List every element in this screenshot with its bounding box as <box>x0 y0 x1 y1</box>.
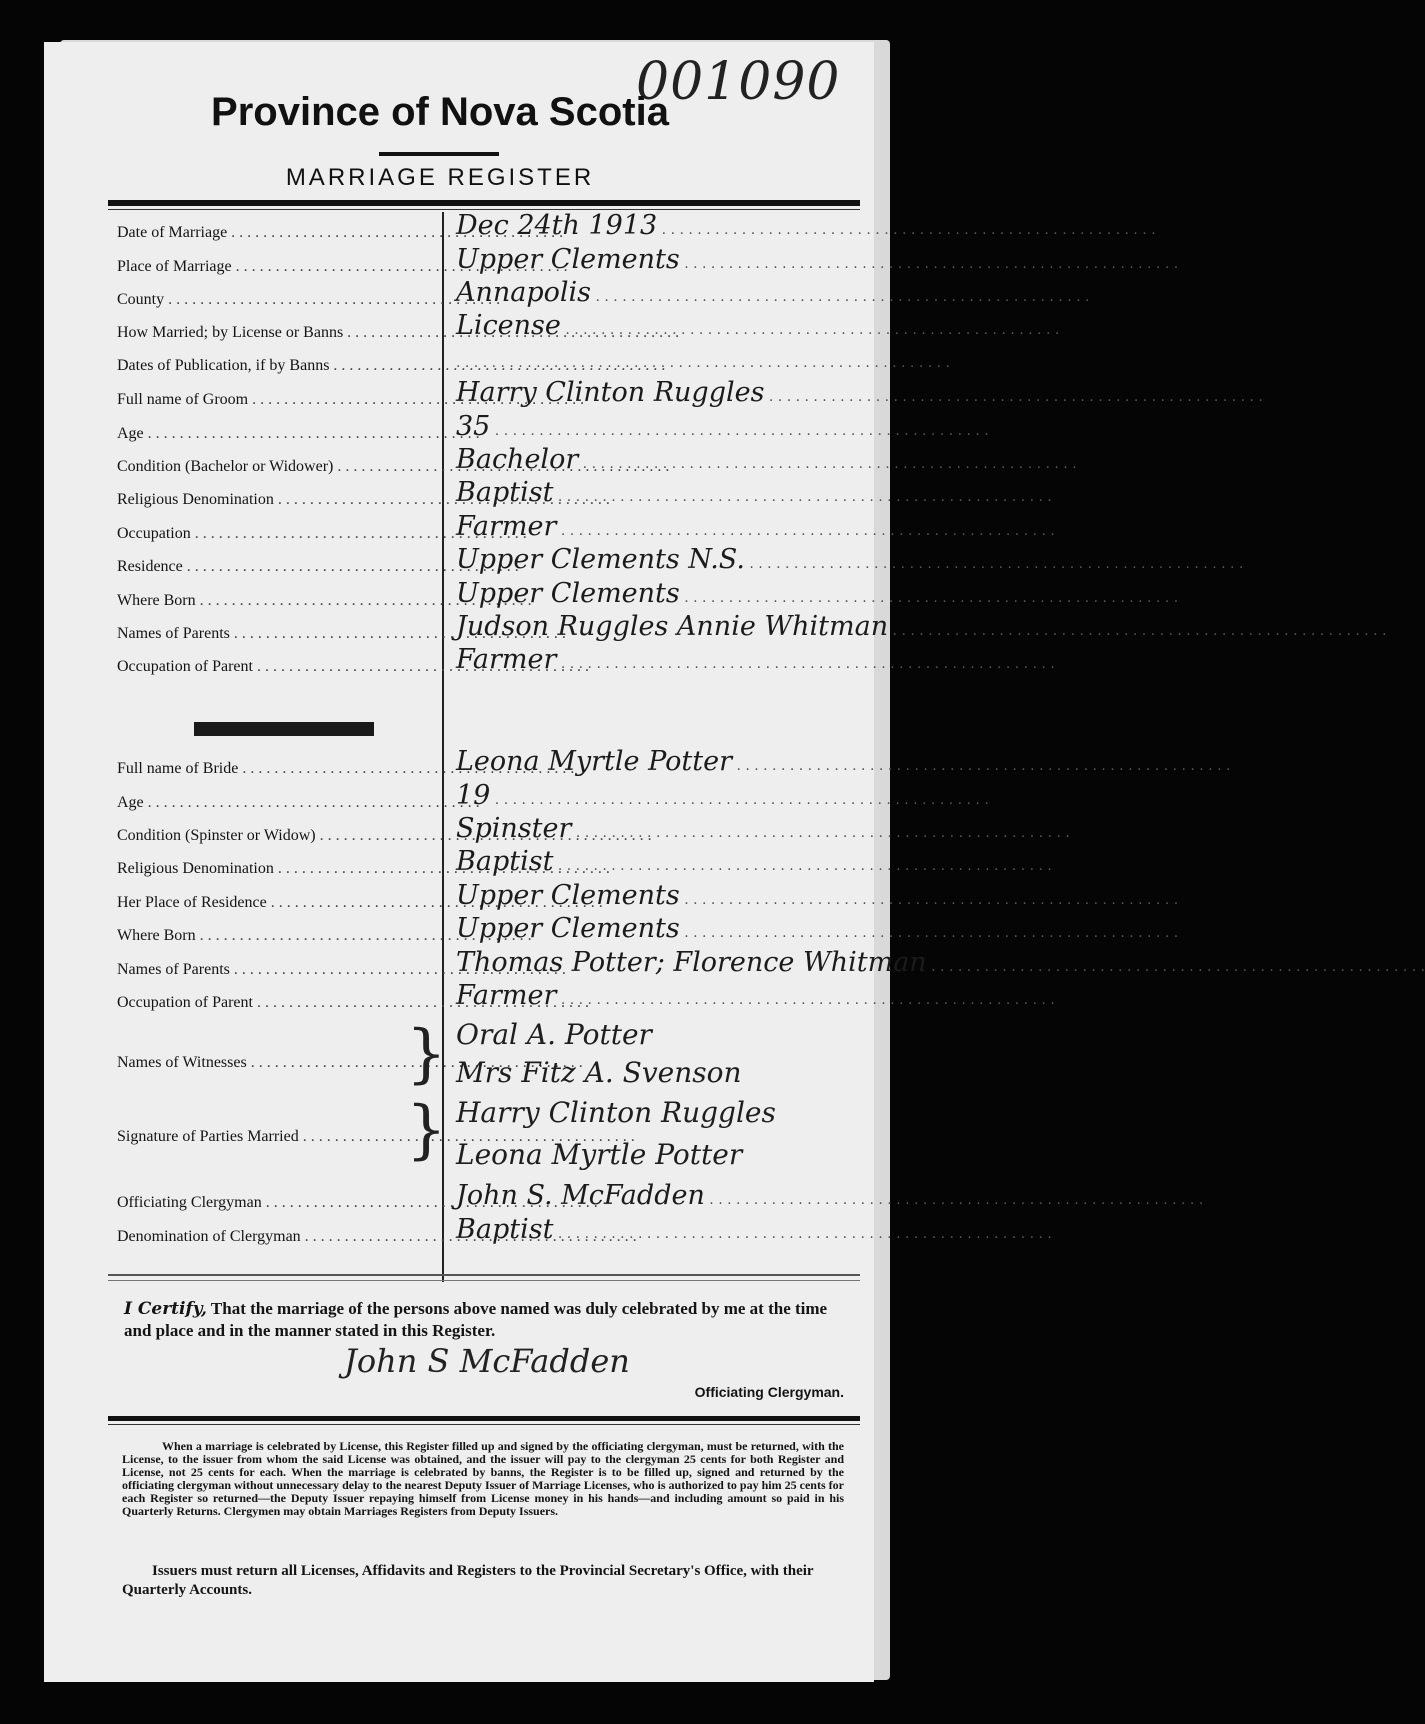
clergy-caption: Officiating Clergyman. <box>694 1384 844 1400</box>
field-value: Leona Myrtle Potter . . . <box>450 746 871 780</box>
field-value: Harry Clinton Ruggles . . . <box>450 377 871 411</box>
field-value: Baptist . . . <box>450 477 871 511</box>
party-signature: Harry Clinton Ruggles <box>456 1096 776 1129</box>
marriage-register-form <box>44 42 927 1682</box>
field-value: Baptist . . . <box>450 846 871 880</box>
field-label: Full name of Bride . . . <box>117 760 437 780</box>
field-label: Full name of Groom . . . <box>117 391 437 411</box>
field-value: Upper Clements . . . <box>450 880 871 914</box>
field-label: Date of Marriage . . . <box>117 224 437 244</box>
field-label: Place of Marriage . . . <box>117 258 437 278</box>
field-label: Occupation . . . <box>117 525 437 545</box>
field-value: John S. McFadden . . . <box>450 1180 871 1214</box>
field-label: Occupation of Parent . . . <box>117 994 437 1014</box>
witness-name: Mrs Fitz A. Svenson <box>456 1056 742 1089</box>
certify-body: That the marriage of the persons above named was duly celebrated by me at the time and place and in the manner stated in this Register. <box>124 1299 828 1340</box>
field-label: Condition (Bachelor or Widower) . . . <box>117 458 437 478</box>
party-signature: Leona Myrtle Potter <box>456 1138 743 1171</box>
field-label: Age . . . <box>117 425 437 445</box>
field-value: Upper Clements N.S. . . . <box>450 544 871 578</box>
field-label: Denomination of Clergyman . . . <box>117 1228 437 1248</box>
footer-rule <box>108 1416 860 1421</box>
clergy-signature: John S McFadden <box>344 1342 630 1380</box>
field-value: Spinster . . . <box>450 813 871 847</box>
section-rule-thin <box>108 1280 860 1281</box>
field-value: Bachelor . . . <box>450 444 871 478</box>
certification-text <box>124 1298 844 1342</box>
field-label: Names of Parents . . . <box>117 961 437 981</box>
field-value: Farmer . . . <box>450 511 871 545</box>
field-label: Where Born . . . <box>117 592 437 612</box>
field-value: Baptist . . . <box>450 1214 871 1248</box>
header-rule <box>108 200 860 206</box>
field-value: Annapolis . . . <box>450 277 871 311</box>
field-label: Dates of Publication, if by Banns . . . <box>117 357 437 377</box>
field-label: Her Place of Residence . . . <box>117 894 437 914</box>
brace-icon: } <box>406 1017 447 1091</box>
field-label: Residence . . . <box>117 558 437 578</box>
section-rule <box>108 1274 860 1276</box>
field-label: Names of Parents . . . <box>117 625 437 645</box>
certify-lead: I Certify, <box>124 1299 207 1319</box>
register-subtitle: MARRIAGE REGISTER <box>285 164 595 191</box>
issuers-note: Issuers must return all Licenses, Affidavits and Registers to the Provincial Secretary's Office, with their Quarterly Accounts. <box>122 1563 814 1598</box>
field-value: 35 . . . <box>450 411 871 445</box>
field-label: Condition (Spinster or Widow) . . . <box>117 827 437 847</box>
field-label: How Married; by License or Banns . . . <box>117 324 437 344</box>
redacted-bar <box>194 722 374 736</box>
field-label: County . . . <box>117 291 437 311</box>
field-label: Where Born . . . <box>117 927 437 947</box>
field-label: Occupation of Parent . . . <box>117 658 437 678</box>
field-value: License . . . <box>450 310 871 344</box>
register-number: 001090 <box>636 52 841 112</box>
field-value: Upper Clements . . . <box>450 244 871 278</box>
brace-icon: } <box>406 1093 447 1167</box>
field-label: Officiating Clergyman . . . <box>117 1194 437 1214</box>
parties-label: Signature of Parties Married . . . <box>117 1128 417 1148</box>
field-label: Age . . . <box>117 794 437 814</box>
field-value <box>450 343 871 377</box>
title-underline <box>379 152 499 156</box>
field-value: Thomas Potter; Florence Whitman . . . <box>450 947 871 981</box>
field-value: Judson Ruggles Annie Whitman . . . <box>450 611 871 645</box>
field-label: Religious Denomination . . . <box>117 860 437 880</box>
field-value: Farmer . . . <box>450 644 871 678</box>
field-value: Upper Clements . . . <box>450 913 871 947</box>
field-value: Farmer . . . <box>450 980 871 1014</box>
witness-name: Oral A. Potter <box>456 1018 652 1051</box>
field-value: 19 . . . <box>450 780 871 814</box>
witnesses-label: Names of Witnesses . . . <box>117 1054 417 1074</box>
field-value: Dec 24th 1913 . . . <box>450 210 871 244</box>
field-value: Upper Clements . . . <box>450 578 871 612</box>
license-notice: When a marriage is celebrated by License, this Register filled up and signed by the officiating clergyman, must be returned, with the License, to the issuer from whom the said License was obtained, and the issuer will pay to the clergyman 25 cents for both Register and License, not 25 cents for each. When the marriage is celebrated by banns, the Register is to be filled up, signed and returned by the officiating clergyman without unnecessary delay to the nearest Deputy Issuer of Marriage Licenses, who is authorized to pay him 25 cents for each Register so returned—the Deputy Issuer repaying himself from License money in his hands—and including amount so paid in his Quarterly Returns. Clergymen may obtain Marriages Registers from Deputy Issuers. <box>122 1439 844 1518</box>
footer-rule-thin <box>108 1424 860 1425</box>
field-label: Religious Denomination . . . <box>117 491 437 511</box>
province-title: Province of Nova Scotia <box>211 90 669 134</box>
